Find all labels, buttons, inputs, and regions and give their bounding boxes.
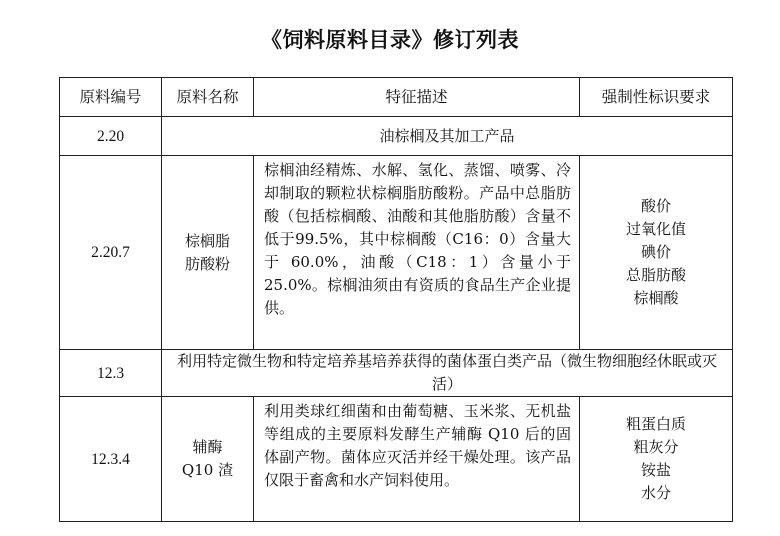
material-description: 棕榈油经精炼、水解、氢化、蒸馏、喷雾、冷却制取的颗粒状棕榈脂肪酸粉。产品中总脂肪酸（包括棕榈酸、油酸和其他脂肪酸）含量不低于99.5%，其中棕榈酸（C16：0）含量大于 60.0%，油酸（C18：1）含量小于 25.0%。棕榈油须由有资质的食品生产企业提供。 [254, 156, 580, 350]
material-name-cell [162, 397, 254, 522]
material-code: 2.20 [60, 117, 162, 156]
table-header-row [60, 78, 733, 117]
material-name-cell [162, 156, 254, 350]
revision-table [59, 77, 733, 522]
material-name: 辅酶 Q10 渣 [181, 438, 234, 479]
material-code: 12.3.4 [60, 397, 162, 522]
requirement-item: 棕榈酸 [633, 289, 679, 307]
requirement-item: 碘价 [640, 243, 671, 261]
table-row [60, 397, 733, 522]
section-title: 油棕榈及其加工产品 [162, 117, 733, 156]
requirements-cell [580, 397, 733, 522]
table-row [60, 117, 733, 156]
requirement-item: 总脂肪酸 [625, 266, 686, 284]
requirement-item: 水分 [640, 484, 671, 502]
table-row [60, 350, 733, 397]
header-name: 原料名称 [162, 78, 254, 117]
requirement-item: 过氧化值 [625, 220, 686, 238]
section-title: 利用特定微生物和特定培养基培养获得的菌体蛋白类产品（微生物细胞经休眠或灭活） [176, 352, 717, 393]
requirement-item: 粗蛋白质 [625, 415, 686, 433]
requirement-item: 粗灰分 [633, 438, 679, 456]
material-code: 12.3 [60, 350, 162, 397]
page-title: 《饲料原料目录》修订列表 [261, 28, 519, 52]
material-description: 利用类球红细菌和由葡萄糖、玉米浆、无机盐等组成的主要原料发酵生产辅酶 Q10 后的固体副产物。菌体应灭活并经干燥处理。该产品仅限于畜禽和水产饲料使用。 [254, 397, 580, 522]
table-row [60, 156, 733, 350]
material-code: 2.20.7 [60, 156, 162, 350]
material-name: 棕榈脂肪酸粉 [184, 231, 230, 273]
requirements-cell [580, 156, 733, 350]
header-requirements: 强制性标识要求 [580, 78, 733, 117]
header-desc: 特征描述 [254, 78, 580, 117]
header-code: 原料编号 [60, 78, 162, 117]
requirement-item: 酸价 [640, 197, 671, 215]
requirement-item: 铵盐 [640, 461, 671, 479]
section-title-cell [162, 350, 733, 397]
